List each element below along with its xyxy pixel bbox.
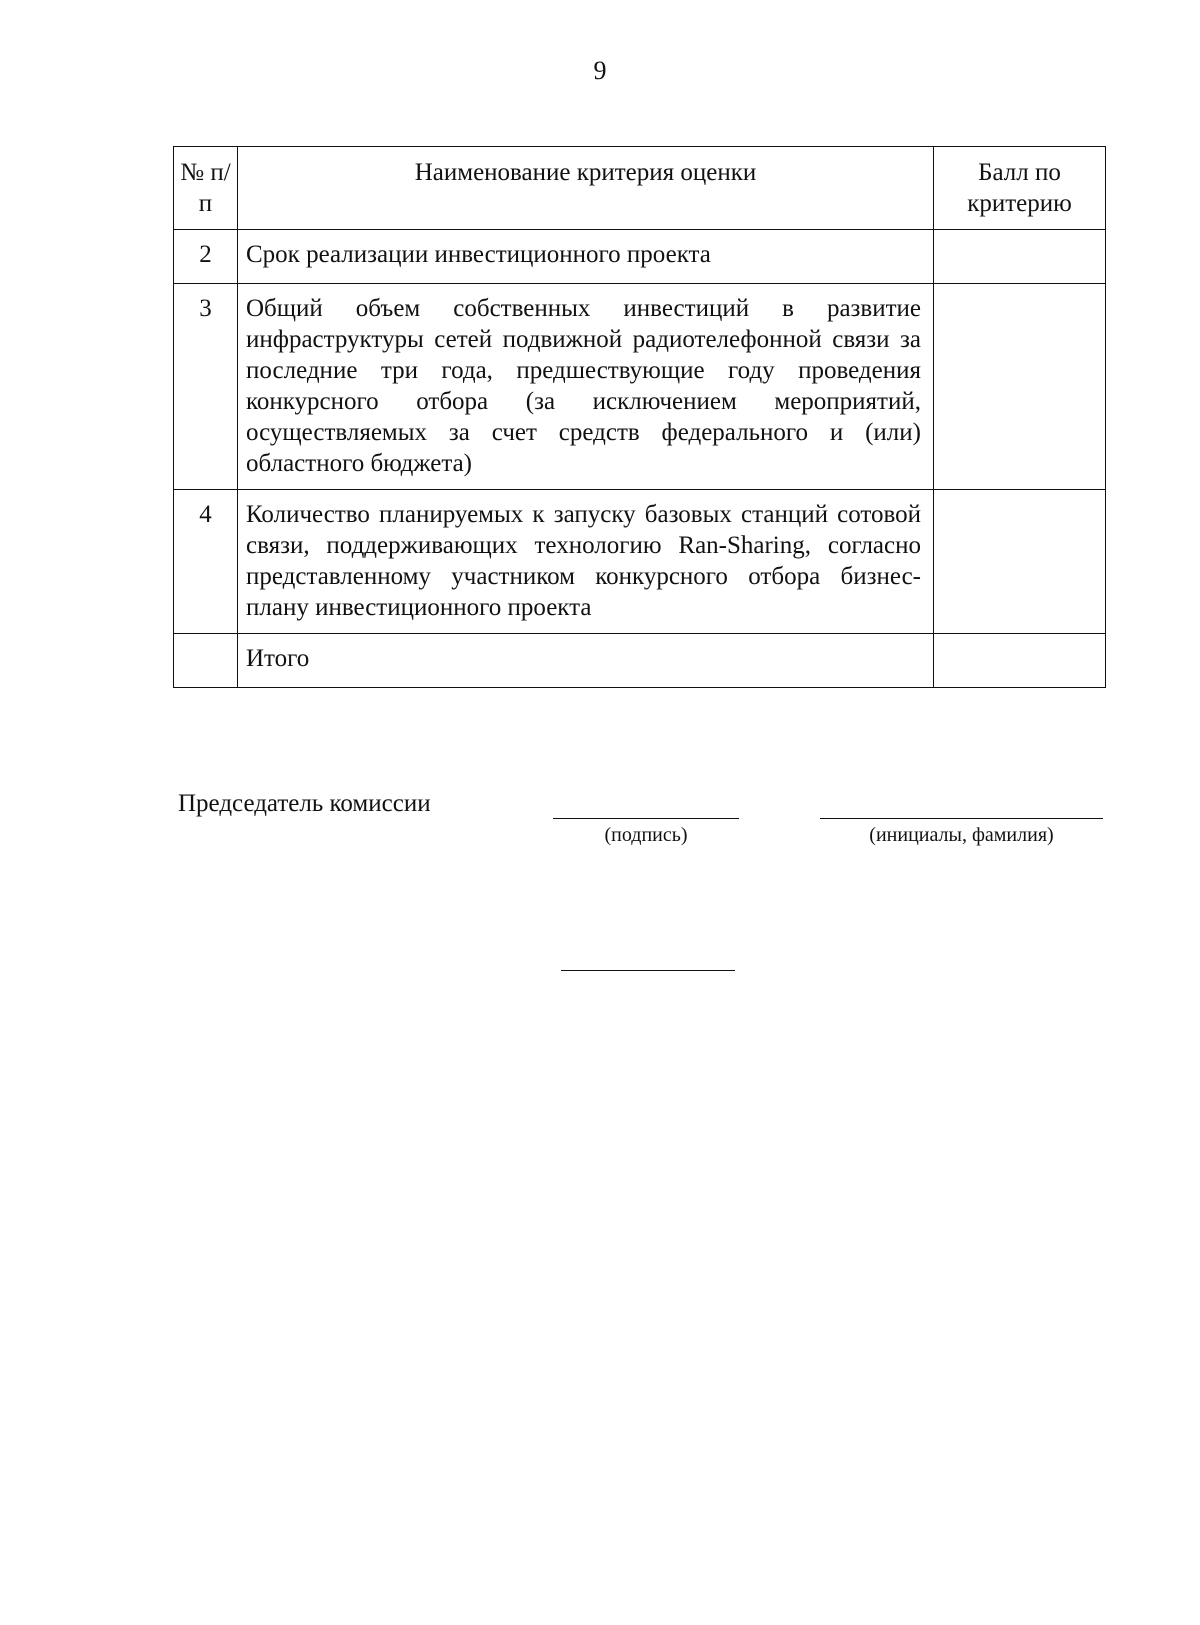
page-number: 9 — [593, 56, 607, 85]
row-score — [934, 490, 1106, 634]
table-total-row — [174, 634, 1106, 688]
header-criterion-name: Наименование критерия оценки — [238, 147, 934, 230]
row-number: 2 — [174, 230, 238, 284]
row-number: 4 — [174, 490, 238, 634]
name-line — [820, 818, 1103, 819]
row-number: 3 — [174, 284, 238, 490]
table-header-row — [174, 147, 1106, 230]
row-criterion-name: Количество планируемых к запуску базовых станций сотовой связи, поддерживающих технологию Ran-Sharing, согласно представленному участником конкурсного отбора бизнес-плану инвестиционного проекта — [238, 490, 934, 634]
header-score: Балл по критерию — [934, 147, 1106, 230]
chairman-label: Председатель комиссии — [178, 790, 431, 817]
signature-caption: (подпись) — [604, 824, 688, 846]
row-number — [174, 634, 238, 688]
name-caption: (инициалы, фамилия) — [869, 824, 1054, 846]
row-score — [934, 284, 1106, 490]
table-row — [174, 284, 1106, 490]
row-criterion-name: Итого — [238, 634, 934, 688]
criteria-table — [173, 146, 1106, 688]
row-criterion-name: Общий объем собственных инвестиций в развитие инфраструктуры сетей подвижной радиотелефонной связи за последние три года, предшествующие году проведения конкурсного отбора (за исключением мероприятий, осуществляемых за счет средств федерального и (или) областного бюджета) — [238, 284, 934, 490]
table-row — [174, 230, 1106, 284]
row-criterion-name: Срок реализации инвестиционного проекта — [238, 230, 934, 284]
row-score — [934, 230, 1106, 284]
signature-block — [178, 790, 1108, 850]
signature-line — [553, 818, 739, 819]
header-number: № п/п — [174, 147, 238, 230]
row-score — [934, 634, 1106, 688]
end-of-document-rule — [561, 970, 735, 971]
table-row — [174, 490, 1106, 634]
